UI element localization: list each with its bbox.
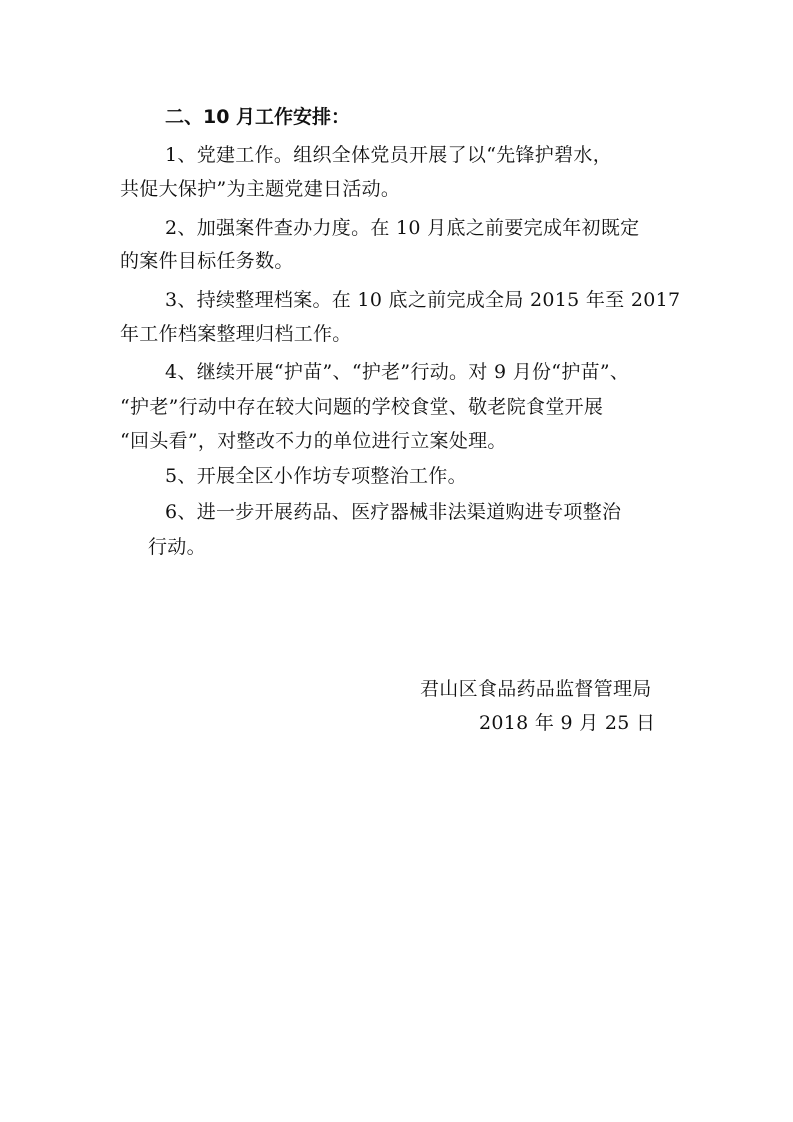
item-4-line-2: “护老”行动中存在较大问题的学校食堂、敬老院食堂开展 [120,396,604,418]
item-4-line-1: 4、继续开展“护苗”、“护老”行动。对 9 月份“护苗”、 [165,361,630,383]
section-heading: 二、10 月工作安排： [165,106,351,128]
signature-organization: 君山区食品药品监督管理局 [420,678,652,700]
item-6-line-1: 6、进一步开展药品、医疗器械非法渠道购进专项整治 [165,501,622,523]
item-3-line-1: 3、持续整理档案。在 10 底之前完成全局 2015 年至 2017 [165,289,681,311]
item-6-line-2: 行动。 [148,536,206,558]
item-4-line-3: “回头看”，对整改不力的单位进行立案处理。 [120,430,507,452]
signature-date: 2018 年 9 月 25 日 [479,712,656,734]
item-2-line-1: 2、加强案件查办力度。在 10 月底之前要完成年初既定 [165,217,640,239]
item-1-line-1: 1、党建工作。组织全体党员开展了以“先锋护碧水， [165,144,613,166]
item-5-line-1: 5、开展全区小作坊专项整治工作。 [165,465,467,487]
item-1-line-2: 共促大保护”为主题党建日活动。 [120,178,401,200]
item-3-line-2: 年工作档案整理归档工作。 [120,323,352,345]
item-2-line-2: 的案件目标任务数。 [120,250,294,272]
